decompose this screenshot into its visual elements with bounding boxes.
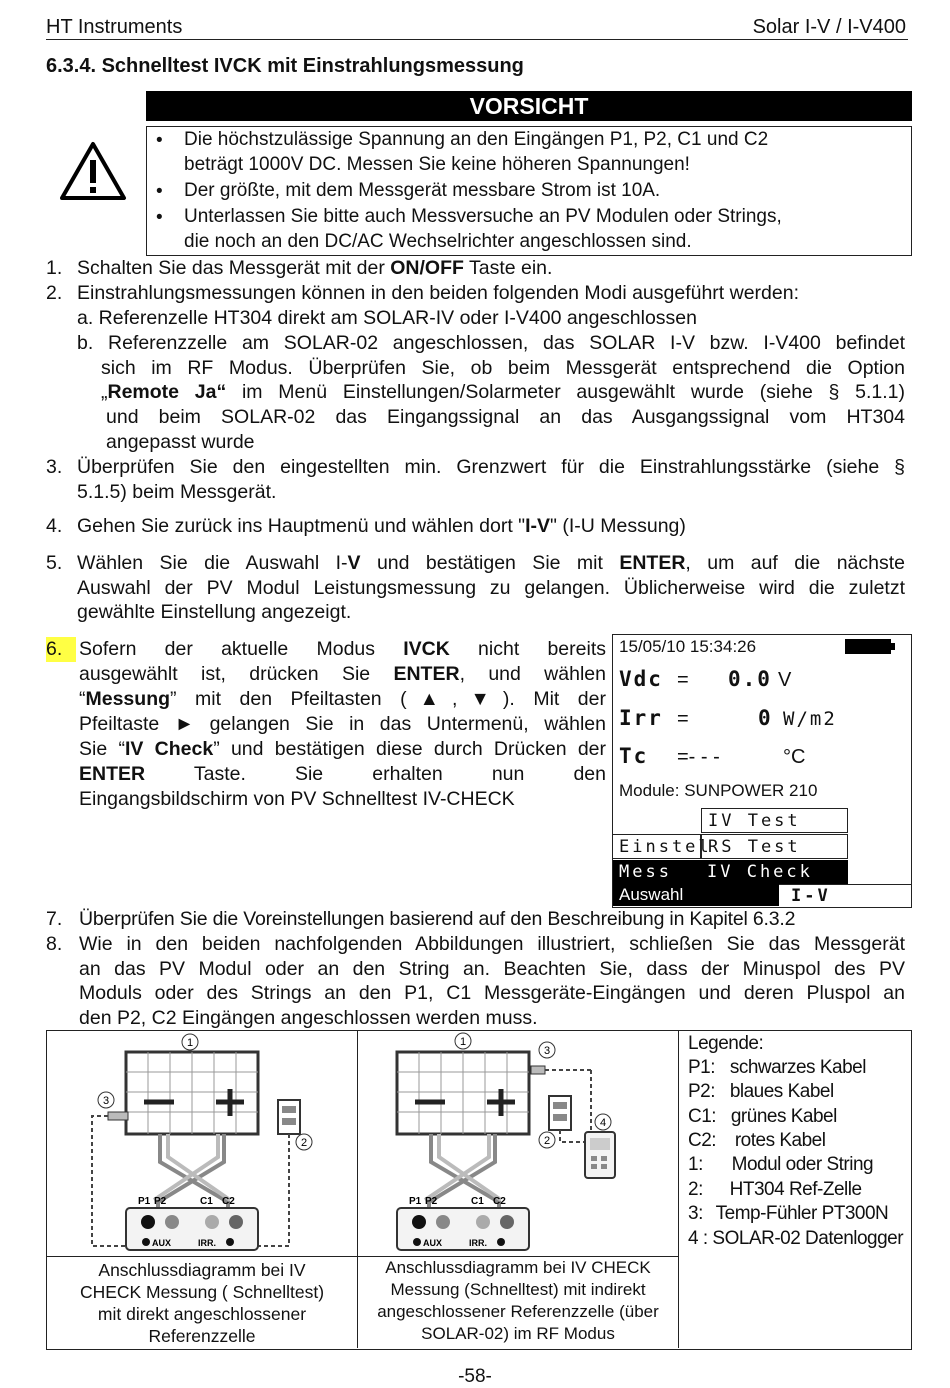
lcd-irr-eq: = xyxy=(677,708,689,730)
step-8-line-3: Moduls oder des Strings an den P1, C1 Messgeräte-Eingängen und deren Pluspol an xyxy=(79,982,905,1004)
device-lcd-screen xyxy=(612,634,912,908)
lcd-irr-label: Irr xyxy=(619,706,663,730)
lcd-menu-mess-selected[interactable]: Mess xyxy=(613,860,701,884)
step-number: 2. xyxy=(46,282,63,304)
legend-row: 3: Temp-Fühler PT300N xyxy=(688,1203,889,1224)
svg-text:1: 1 xyxy=(459,1036,467,1048)
section-title: 6.3.4. Schnelltest IVCK mit Einstrahlungsmessung xyxy=(46,55,524,77)
svg-text:1: 1 xyxy=(186,1037,194,1049)
step-2a-text: a. Referenzelle HT304 direkt am SOLAR-IV oder I-V400 angeschlossen xyxy=(77,307,697,329)
svg-text:P1: P1 xyxy=(138,1196,151,1207)
step-8-line-2: an das PV Modul oder an den String an. Beachten Sie, dass der Minuspol des PV xyxy=(79,958,905,980)
bullet: • xyxy=(156,207,163,228)
lcd-menu-iv-test[interactable]: IV Test xyxy=(701,808,848,833)
svg-text:AUX: AUX xyxy=(152,1238,172,1248)
step-4-text: Gehen Sie zurück ins Hauptmenü und wählen dort "I-V" (I-U Messung) xyxy=(77,515,686,537)
lcd-tc-unit: °C xyxy=(783,746,806,768)
svg-text:C2: C2 xyxy=(222,1196,235,1207)
lcd-vdc-value: 0.0 xyxy=(728,667,772,691)
svg-text:3: 3 xyxy=(102,1095,110,1107)
lcd-vdc-eq: = xyxy=(677,669,689,691)
diagram-2-caption: Anschlussdiagramm bei IV CHECK Messung (Schnelltest) mit indirekt angeschlossener Referenzzelle (über SOLAR-02) im RF Modus xyxy=(377,1258,659,1343)
svg-text:AUX: AUX xyxy=(423,1238,443,1248)
page-number: -58- xyxy=(458,1366,492,1387)
step-6-line-1: Sofern der aktuelle Modus IVCK nicht bereits xyxy=(79,638,606,660)
step-5-line-3: gewählte Einstellung angezeigt. xyxy=(77,601,352,623)
legend-title: Legende: xyxy=(688,1033,764,1054)
step-3-line-2: 5.1.5) beim Messgerät. xyxy=(77,481,277,503)
step-number: 5. xyxy=(46,552,63,574)
lcd-vdc-unit: V xyxy=(778,669,792,691)
connection-diagram-direct xyxy=(48,1032,356,1254)
svg-text:C1: C1 xyxy=(200,1196,213,1207)
step-number: 4. xyxy=(46,515,63,537)
step-6-line-2: ausgewählt ist, drücken Sie ENTER, und wählen xyxy=(79,663,606,685)
lcd-auswahl: Auswahl xyxy=(613,884,779,906)
step-8-line-1: Wie in den beiden nachfolgenden Abbildungen illustriert, schließen Sie das Messgerät xyxy=(79,933,905,955)
step-number: 7. xyxy=(46,908,63,930)
svg-text:P1: P1 xyxy=(409,1196,422,1207)
svg-text:P2: P2 xyxy=(154,1196,167,1207)
lcd-vdc-label: Vdc xyxy=(619,667,663,691)
step-number: 1. xyxy=(46,257,63,279)
step-5-line-2: Auswahl der PV Modul Leistungsmessung zu gelangen. Üblicherweise wird die zuletzt xyxy=(77,577,905,599)
step-6-line-4: Pfeiltaste ► gelangen Sie in das Untermenü, wählen xyxy=(79,713,606,735)
step-6-line-6: ENTER Taste. Sie erhalten nun den xyxy=(79,763,606,785)
step-2b-line-4: und beim SOLAR-02 das Eingangssignal an das Ausgangssignal vom HT304 xyxy=(106,406,905,428)
step-2b-line-2: sich im RF Modus. Überprüfen Sie, ob beim Messgerät entsprechend die Option xyxy=(101,357,905,379)
lcd-datetime: 15/05/10 15:34:26 xyxy=(619,637,757,656)
step-2-text: Einstrahlungsmessungen können in den beiden folgenden Modi ausgeführt werden: xyxy=(77,282,800,304)
header-rule xyxy=(46,39,908,40)
step-7-text: Überprüfen Sie die Voreinstellungen basierend auf den Beschreibung in Kapitel 6.3.2 xyxy=(79,908,796,930)
svg-text:IRR.: IRR. xyxy=(469,1238,487,1248)
warning-item-1-line-2: beträgt 1000V DC. Messen Sie keine höheren Spannungen! xyxy=(184,154,690,175)
battery-full-icon xyxy=(845,639,891,654)
table-divider xyxy=(678,1030,679,1348)
svg-text:3: 3 xyxy=(543,1045,551,1057)
step-number-highlighted: 6. xyxy=(46,637,76,662)
diagram-1-caption: Anschlussdiagramm bei IV CHECK Messung ( Schnelltest) mit direkt angeschlossener Referenzzelle xyxy=(79,1260,325,1346)
svg-text:P2: P2 xyxy=(425,1196,438,1207)
step-3-line-1: Überprüfen Sie den eingestellten min. Grenzwert für die Einstrahlungsstärke (siehe § xyxy=(77,456,905,478)
legend-row: C2: rotes Kabel xyxy=(688,1130,826,1151)
warning-item-3-line-1: Unterlassen Sie bitte auch Messversuche an PV Modulen oder Strings, xyxy=(184,206,782,227)
lcd-menu-iv-check-selected[interactable]: IV Check xyxy=(701,860,848,884)
step-6-line-7: Eingangsbildschirm von PV Schnelltest IV-CHECK xyxy=(79,788,515,810)
legend-row: 2: HT304 Ref-Zelle xyxy=(688,1179,862,1200)
lcd-tc-value: =- - - xyxy=(677,746,720,768)
legend-row: 4 : SOLAR-02 Datenlogger xyxy=(688,1228,904,1249)
svg-text:IRR.: IRR. xyxy=(198,1238,216,1248)
lcd-menu-rs-test[interactable]: RS Test xyxy=(701,834,848,859)
warning-triangle-icon xyxy=(58,140,128,202)
step-5-line-1: Wählen Sie die Auswahl I-V und bestätigen Sie mit ENTER, um auf die nächste xyxy=(77,552,905,574)
step-number: 3. xyxy=(46,456,63,478)
legend-row: P1: schwarzes Kabel xyxy=(688,1057,866,1078)
step-8-line-4: den P2, C2 Eingängen angeschlossen werden muss. xyxy=(79,1007,538,1029)
warning-item-1-line-1: Die höchstzulässige Spannung an den Eingängen P1, P2, C1 und C2 xyxy=(184,129,769,150)
step-number: 8. xyxy=(46,933,63,955)
header-left: HT Instruments xyxy=(46,16,183,38)
legend-row: C1: grünes Kabel xyxy=(688,1106,837,1127)
step-6-line-5: Sie “IV Check” und bestätigen diese durch Drücken der xyxy=(79,738,606,760)
warning-item-3-line-2: die noch an den DC/AC Wechselrichter angeschlossen sind. xyxy=(184,231,692,252)
step-2b-line-5: angepasst wurde xyxy=(106,431,255,453)
step-2b-line-3: „Remote Ja“ im Menü Einstellungen/Solarmeter ausgewählt wurde (siehe § 5.1.1) xyxy=(101,381,906,403)
step-2b-line-1: b. Referenzzelle am SOLAR-02 angeschlossen, das SOLAR I-V bzw. I-V400 befindet xyxy=(77,332,905,354)
lcd-auswahl-value: I-V xyxy=(779,884,911,906)
lcd-module: Module: SUNPOWER 210 xyxy=(619,781,818,800)
warning-title: VORSICHT xyxy=(146,91,912,121)
table-divider xyxy=(357,1030,358,1348)
svg-text:2: 2 xyxy=(543,1135,551,1147)
bullet: • xyxy=(156,130,163,151)
step-1-text: Schalten Sie das Messgerät mit der ON/OFF Taste ein. xyxy=(77,257,553,279)
svg-text:2: 2 xyxy=(300,1137,308,1149)
svg-text:C1: C1 xyxy=(471,1196,484,1207)
legend-row: 1: Modul oder String xyxy=(688,1154,874,1175)
lcd-menu-einstel[interactable]: Einstel xyxy=(613,834,701,859)
header-right: Solar I-V / I-V400 xyxy=(752,16,906,38)
warning-item-2: Der größte, mit dem Messgerät messbare Strom ist 10A. xyxy=(184,180,661,201)
step-6-line-3: “Messung” mit den Pfeiltasten (▲,▼). Mit der xyxy=(79,688,606,710)
bullet: • xyxy=(156,181,163,202)
lcd-irr-value: 0 xyxy=(758,706,771,730)
lcd-irr-unit: W/m2 xyxy=(783,708,837,730)
lcd-tc-label: Tc xyxy=(619,744,649,768)
connection-diagram-rf xyxy=(359,1032,677,1254)
svg-text:C2: C2 xyxy=(493,1196,506,1207)
legend-row: P2: blaues Kabel xyxy=(688,1081,834,1102)
svg-text:4: 4 xyxy=(599,1117,607,1129)
